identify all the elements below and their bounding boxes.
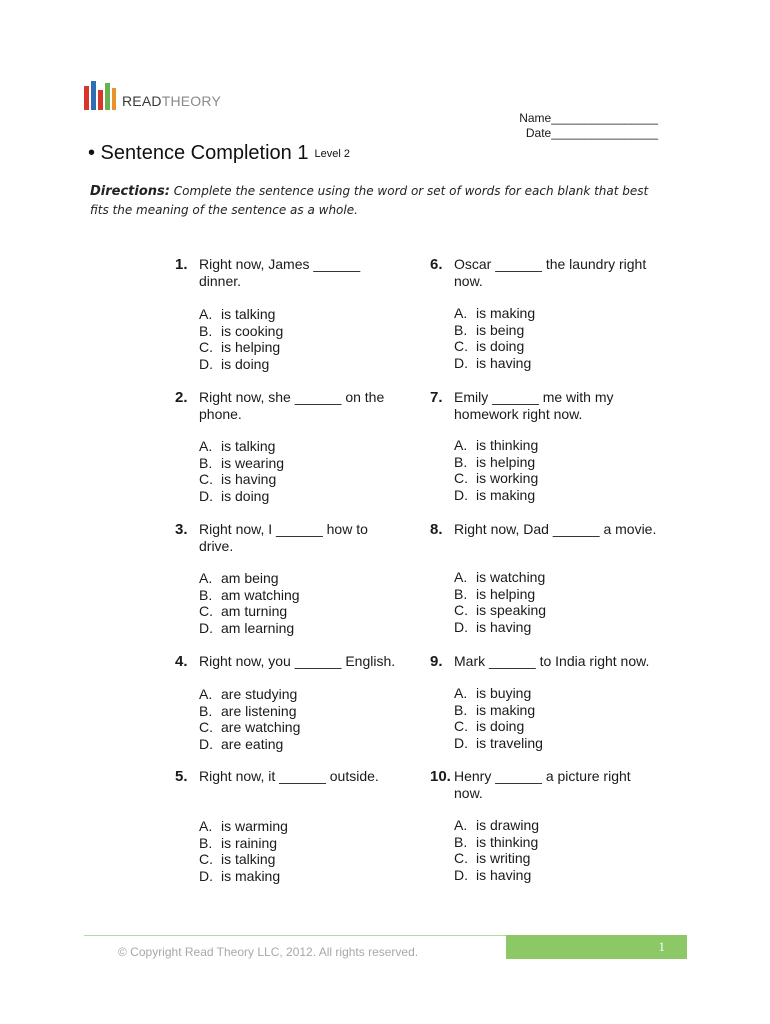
option-text: is cooking: [221, 322, 284, 339]
readtheory-logo: [84, 80, 221, 110]
answer-option: [199, 471, 399, 488]
option-text: am turning: [221, 603, 288, 619]
option-text: is having: [476, 866, 532, 883]
option-text: is helping: [476, 585, 536, 602]
option-letter: B.: [199, 322, 213, 339]
option-text: is making: [476, 305, 536, 321]
brand-read: READ: [122, 93, 162, 109]
answer-option: [199, 719, 399, 736]
answer-option: [454, 305, 654, 322]
question-stem: Oscar ______ the laundry right now.: [454, 256, 647, 289]
question-5: [175, 768, 400, 898]
answer-options: [454, 437, 654, 503]
option-letter: B.: [199, 834, 213, 851]
question-number: 5.: [175, 768, 188, 785]
option-letter: D.: [454, 618, 468, 635]
answer-option: [199, 455, 399, 472]
question-number: 1.: [175, 256, 188, 273]
option-text: are studying: [221, 686, 298, 702]
directions-text: Complete the sentence using the word or set of words for each blank that best fits the meaning of the sentence as a whole.: [90, 184, 649, 217]
option-text: is making: [476, 701, 536, 718]
option-letter: B.: [199, 702, 213, 719]
option-letter: C.: [199, 339, 213, 355]
directions-label: Directions:: [90, 184, 170, 199]
question-number: 8.: [430, 521, 443, 538]
answer-option: [454, 685, 654, 702]
option-text: is talking: [221, 851, 276, 867]
answer-option: [199, 587, 399, 604]
answer-option: [454, 817, 654, 834]
page-title: [88, 142, 350, 165]
answer-options: [199, 686, 399, 752]
option-letter: C.: [199, 851, 213, 867]
option-letter: D.: [454, 486, 468, 503]
option-letter: B.: [454, 701, 468, 718]
option-letter: D.: [199, 867, 213, 884]
answer-option: [199, 570, 399, 587]
option-text: is talking: [221, 438, 276, 454]
answer-option: [199, 851, 399, 868]
option-letter: B.: [454, 453, 468, 470]
option-letter: D.: [454, 354, 468, 371]
page-number-box: [506, 935, 687, 959]
answer-options: [454, 685, 654, 751]
answer-option: [199, 323, 399, 340]
option-text: is doing: [221, 355, 270, 372]
option-letter: B.: [199, 586, 213, 603]
option-letter: A.: [454, 817, 468, 833]
answer-option: [454, 602, 654, 619]
books-logo-icon: [84, 80, 116, 110]
option-text: are listening: [221, 702, 297, 719]
question-9: [430, 653, 655, 783]
option-letter: A.: [454, 305, 468, 321]
question-stem: Right now, James ______ dinner.: [199, 256, 361, 289]
question-stem: Mark ______ to India right now.: [454, 653, 650, 669]
answer-option: [199, 686, 399, 703]
answer-option: [199, 620, 399, 637]
option-letter: C.: [199, 719, 213, 735]
option-text: is raining: [221, 834, 278, 851]
option-letter: A.: [199, 686, 213, 702]
question-number: 4.: [175, 653, 188, 670]
answer-option: [454, 487, 654, 504]
answer-option: [454, 322, 654, 339]
option-text: am being: [221, 570, 279, 586]
option-letter: A.: [199, 570, 213, 586]
copyright-text: © Copyright Read Theory LLC, 2012. All rights reserved.: [118, 945, 419, 959]
option-letter: D.: [199, 355, 213, 372]
answer-option: [454, 702, 654, 719]
option-letter: D.: [454, 734, 468, 751]
option-text: are watching: [221, 719, 301, 735]
answer-options: [454, 569, 654, 635]
title-text: • Sentence Completion 1: [88, 142, 309, 164]
option-letter: C.: [199, 471, 213, 487]
name-line: Name________________: [519, 111, 658, 125]
answer-option: [454, 338, 654, 355]
question-stem: Right now, I ______ how to drive.: [199, 521, 368, 554]
option-letter: A.: [454, 437, 468, 453]
answer-option: [454, 619, 654, 636]
question-number: 10.: [430, 768, 451, 785]
answer-option: [454, 569, 654, 586]
directions: [90, 182, 662, 220]
question-number: 3.: [175, 521, 188, 538]
question-3: [175, 521, 400, 651]
option-letter: D.: [199, 735, 213, 752]
question-2: [175, 389, 400, 519]
option-text: is drawing: [476, 817, 540, 833]
answer-options: [199, 306, 399, 372]
option-text: is having: [221, 471, 277, 487]
answer-option: [454, 586, 654, 603]
question-stem: Emily ______ me with my homework right now.: [454, 389, 614, 422]
name-date-block: [470, 111, 658, 141]
option-text: is being: [476, 321, 525, 338]
answer-option: [199, 488, 399, 505]
answer-option: [199, 306, 399, 323]
option-text: is working: [476, 470, 539, 486]
option-letter: A.: [199, 438, 213, 454]
question-stem: Right now, she ______ on the phone.: [199, 389, 385, 422]
question-4: [175, 653, 400, 783]
option-letter: C.: [454, 338, 468, 354]
brand-name: [122, 93, 221, 109]
option-text: is talking: [221, 306, 276, 322]
option-letter: C.: [199, 603, 213, 619]
option-letter: A.: [454, 685, 468, 701]
answer-option: [199, 339, 399, 356]
option-letter: C.: [454, 470, 468, 486]
question-stem: Right now, Dad ______ a movie.: [454, 521, 657, 537]
question-number: 9.: [430, 653, 443, 670]
option-letter: A.: [454, 569, 468, 585]
option-text: is writing: [476, 850, 531, 866]
option-text: is thinking: [476, 437, 539, 453]
answer-option: [199, 603, 399, 620]
option-text: is doing: [476, 718, 525, 734]
option-letter: B.: [454, 833, 468, 850]
answer-option: [454, 470, 654, 487]
answer-option: [454, 735, 654, 752]
answer-option: [454, 437, 654, 454]
date-line: Date________________: [525, 126, 658, 140]
option-text: is doing: [221, 487, 270, 504]
option-text: is making: [476, 486, 536, 503]
option-text: is watching: [476, 569, 546, 585]
answer-option: [199, 818, 399, 835]
question-7: [430, 389, 655, 519]
question-1: [175, 256, 400, 386]
answer-option: [454, 718, 654, 735]
option-letter: D.: [199, 487, 213, 504]
answer-options: [199, 570, 399, 636]
option-letter: D.: [199, 619, 213, 636]
option-letter: B.: [454, 585, 468, 602]
answer-option: [454, 834, 654, 851]
answer-options: [199, 438, 399, 504]
answer-option: [454, 454, 654, 471]
answer-options: [454, 817, 654, 883]
question-number: 7.: [430, 389, 443, 406]
option-text: is speaking: [476, 602, 547, 618]
option-text: am learning: [221, 619, 295, 636]
question-stem: Right now, it ______ outside.: [199, 768, 379, 784]
option-letter: C.: [454, 718, 468, 734]
level-label: Level 2: [314, 147, 350, 160]
option-text: is helping: [476, 453, 536, 470]
option-letter: B.: [199, 454, 213, 471]
option-text: is doing: [476, 338, 525, 354]
brand-theory: THEORY: [161, 93, 221, 109]
answer-option: [454, 355, 654, 372]
question-stem: Henry ______ a picture right now.: [454, 768, 631, 801]
option-text: is thinking: [476, 833, 539, 850]
option-text: is making: [221, 867, 281, 884]
question-10: [430, 768, 655, 898]
option-letter: D.: [454, 866, 468, 883]
option-letter: C.: [454, 602, 468, 618]
footer-divider: [84, 935, 508, 936]
option-text: is traveling: [476, 734, 543, 751]
option-text: is buying: [476, 685, 532, 701]
question-stem: Right now, you ______ English.: [199, 653, 396, 669]
question-number: 6.: [430, 256, 443, 273]
answer-option: [199, 356, 399, 373]
question-6: [430, 256, 655, 386]
option-letter: A.: [199, 818, 213, 834]
option-letter: A.: [199, 306, 213, 322]
answer-option: [199, 703, 399, 720]
answer-options: [454, 305, 654, 371]
answer-option: [199, 438, 399, 455]
answer-option: [199, 736, 399, 753]
answer-option: [454, 850, 654, 867]
answer-option: [199, 868, 399, 885]
option-text: is wearing: [221, 454, 285, 471]
answer-option: [454, 867, 654, 884]
answer-options: [199, 818, 399, 884]
option-letter: B.: [454, 321, 468, 338]
option-text: is helping: [221, 339, 281, 355]
question-number: 2.: [175, 389, 188, 406]
option-letter: C.: [454, 850, 468, 866]
page-number: 1: [658, 939, 665, 954]
option-text: is having: [476, 618, 532, 635]
option-text: are eating: [221, 735, 284, 752]
option-text: is warming: [221, 818, 288, 834]
question-8: [430, 521, 655, 651]
option-text: am watching: [221, 586, 300, 603]
option-text: is having: [476, 354, 532, 371]
answer-option: [199, 835, 399, 852]
